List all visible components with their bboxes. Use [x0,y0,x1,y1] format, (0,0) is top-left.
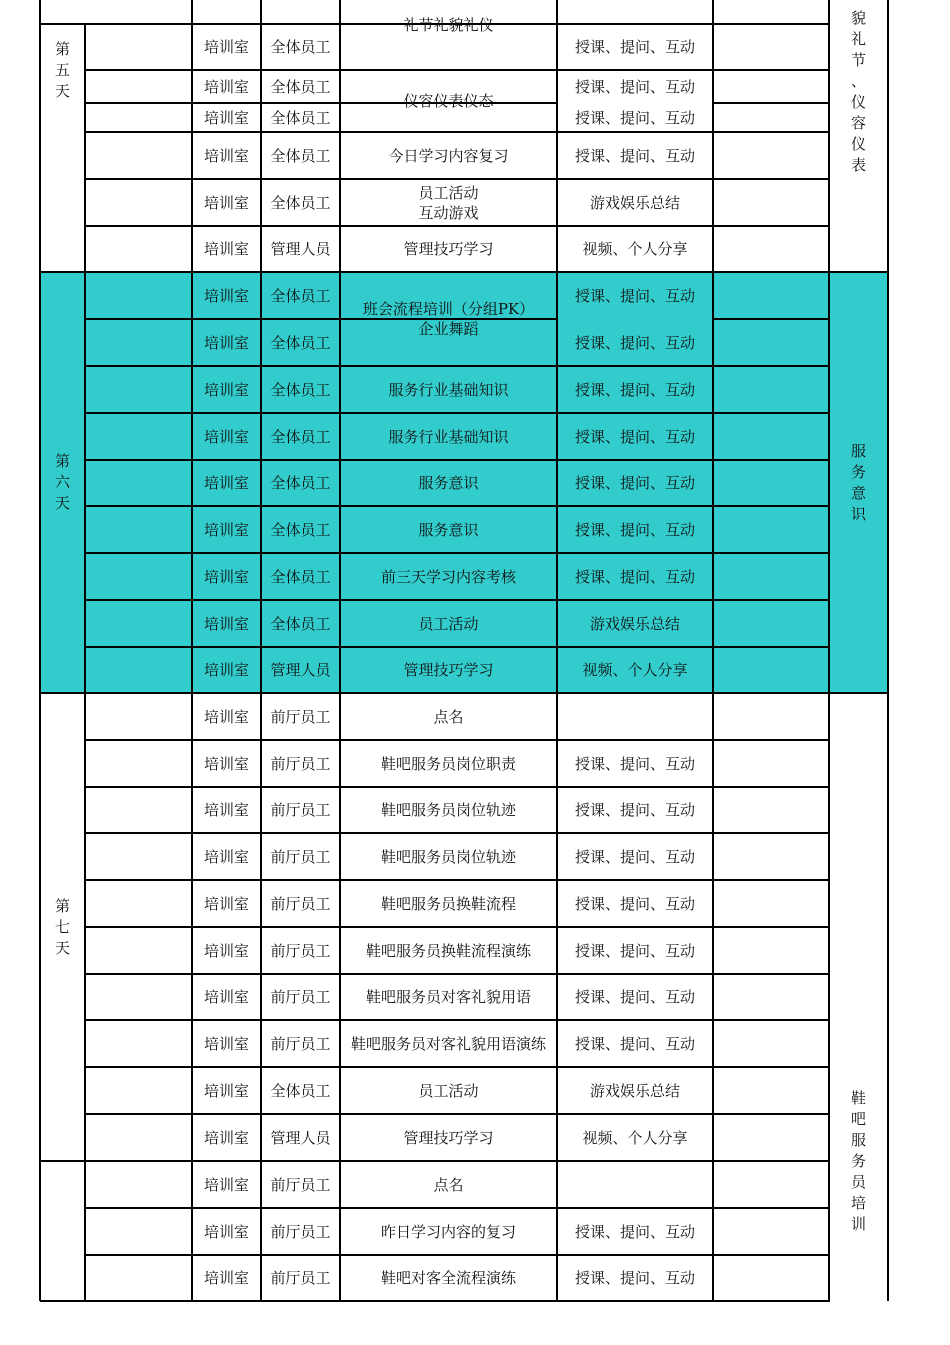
merged-content-cell [340,0,557,50]
method-cell [557,1161,713,1208]
method-cell [557,693,713,740]
method-cell: 视频、个人分享 [582,240,688,258]
grid-line-h [713,1066,830,1068]
theme-label: 貌 礼 节 、 仪 容 仪 表 [850,9,866,174]
audience-cell: 前厅员工 [270,1269,331,1287]
content-cell: 鞋吧服务员岗位轨迹 [380,847,516,866]
audience-cell: 全体员工 [270,333,331,352]
grid-line-v [84,24,86,1301]
audience-cell: 前厅员工 [270,1034,331,1053]
grid-line-h [713,692,830,694]
method-cell: 授课、提问、互动 [574,38,695,56]
merged-content-line: 企业舞蹈 [418,320,479,338]
location-cell: 培训室 [203,614,249,633]
location-cell: 培训室 [203,108,249,127]
audience-cell: 全体员工 [270,1081,331,1100]
grid-line-h [713,102,830,104]
content-cell: 服务意识 [418,474,479,492]
grid-line-v [887,0,889,1301]
content-cell [340,179,557,226]
content-line: 互动游戏 [418,203,479,222]
day-label: 第 六 天 [54,452,70,512]
audience-cell: 全体员工 [270,108,331,127]
grid-line-h [713,365,830,367]
merged-content-line: 仪容仪表仪态 [403,92,494,110]
grid-line-h [713,739,830,741]
method-cell: 授课、提问、互动 [574,108,695,127]
audience-cell: 全体员工 [270,427,331,446]
location-cell: 培训室 [203,1269,249,1287]
method-cell: 游戏娱乐总结 [589,193,680,212]
content-cell: 管理技巧学习 [403,661,494,679]
content-cell: 点名 [433,1175,464,1194]
location-cell: 培训室 [203,988,249,1006]
method-cell: 授课、提问、互动 [574,427,695,446]
content-cell: 管理技巧学习 [403,240,494,258]
grid-line-h [713,1113,830,1115]
grid-line-h [713,412,830,414]
location-cell: 培训室 [203,847,249,866]
audience-cell: 全体员工 [270,520,331,539]
grid-line-h [713,69,830,71]
content-cell: 员工活动 [418,1081,479,1100]
grid-line-h [713,1207,830,1209]
method-cell: 授课、提问、互动 [574,1269,695,1287]
location-cell: 培训室 [203,754,249,773]
audience-cell: 全体员工 [270,614,331,633]
location-cell: 培训室 [203,661,249,679]
location-cell: 培训室 [203,474,249,492]
content-cell: 鞋吧服务员对客礼貌用语 [365,988,531,1006]
location-cell: 培训室 [203,707,249,726]
method-cell: 授课、提问、互动 [574,988,695,1006]
grid-line-h [713,879,830,881]
day-label: 第 七 天 [54,896,70,957]
content-line: 员工活动 [418,183,479,202]
grid-line-v [712,0,714,24]
merged-content-line: 礼节礼貌礼仪 [403,16,494,34]
location-cell: 培训室 [203,941,249,960]
location-cell: 培训室 [203,380,249,399]
grid-line-v [828,24,830,1301]
grid-line-h [713,1300,830,1302]
location-cell: 培训室 [203,286,249,305]
grid-line-v [828,0,830,24]
method-cell: 授课、提问、互动 [574,333,695,352]
method-cell: 授课、提问、互动 [574,146,695,165]
content-cell: 前三天学习内容考核 [380,567,516,586]
audience-cell: 前厅员工 [270,847,331,866]
grid-line-h [713,1254,830,1256]
location-cell: 培训室 [203,240,249,258]
audience-cell: 前厅员工 [270,894,331,913]
audience-cell: 前厅员工 [270,707,331,726]
content-cell: 服务意识 [418,520,479,539]
grid-line-h [713,505,830,507]
content-cell: 今日学习内容复习 [388,146,509,165]
grid-line-h [713,225,830,227]
audience-cell: 前厅员工 [270,988,331,1006]
location-cell: 培训室 [203,333,249,352]
grid-line-h [829,692,889,694]
content-cell: 鞋吧服务员对客礼貌用语演练 [350,1034,546,1053]
grid-line-v [191,0,193,24]
grid-line-h [713,552,830,554]
audience-cell: 全体员工 [270,193,331,212]
method-cell: 授课、提问、互动 [574,77,695,96]
audience-cell: 管理人员 [270,240,331,258]
grid-line-h [40,692,86,694]
content-cell: 鞋吧对客全流程演练 [380,1269,516,1287]
audience-cell: 全体员工 [270,474,331,492]
method-cell: 游戏娱乐总结 [589,1081,680,1100]
merged-content-cell [340,272,557,366]
audience-cell: 前厅员工 [270,1175,331,1194]
location-cell: 培训室 [203,1034,249,1053]
grid-line-h [713,271,830,273]
audience-cell: 前厅员工 [270,1222,331,1241]
audience-cell: 全体员工 [270,146,331,165]
location-cell: 培训室 [203,146,249,165]
audience-cell: 全体员工 [270,77,331,96]
content-cell: 点名 [433,707,464,726]
audience-cell: 全体员工 [270,567,331,586]
location-cell: 培训室 [203,1081,249,1100]
method-cell: 授课、提问、互动 [574,1222,695,1241]
content-cell: 管理技巧学习 [403,1128,494,1147]
content-cell: 服务行业基础知识 [388,380,509,399]
grid-line-v [260,0,262,24]
method-cell: 视频、个人分享 [582,1128,688,1147]
grid-line-h [713,786,830,788]
audience-cell: 管理人员 [270,1128,331,1147]
grid-line-h [713,178,830,180]
location-cell: 培训室 [203,77,249,96]
location-cell: 培训室 [203,193,249,212]
audience-cell: 全体员工 [270,38,331,56]
location-cell: 培训室 [203,1222,249,1241]
audience-cell: 前厅员工 [270,941,331,960]
grid-line-h [40,23,86,25]
location-cell: 培训室 [203,38,249,56]
location-cell: 培训室 [203,520,249,539]
theme-label: 服 务 意 识 [850,441,866,523]
location-cell: 培训室 [203,567,249,586]
location-cell: 培训室 [203,427,249,446]
content-cell: 服务行业基础知识 [388,427,509,446]
audience-cell: 全体员工 [270,286,331,305]
content-cell: 鞋吧服务员换鞋流程演练 [365,941,531,960]
grid-line-h [40,1160,86,1162]
location-cell: 培训室 [203,894,249,913]
content-cell: 鞋吧服务员换鞋流程 [380,894,516,913]
grid-line-h [713,1160,830,1162]
grid-line-h [713,832,830,834]
method-cell: 授课、提问、互动 [574,286,695,305]
grid-line-h [713,318,830,320]
grid-line-h [40,1300,86,1302]
content-cell: 鞋吧服务员岗位职责 [380,754,516,773]
audience-cell: 全体员工 [270,380,331,399]
day-label: 第 五 天 [54,39,70,100]
method-cell: 授课、提问、互动 [574,474,695,492]
audience-cell: 前厅员工 [270,754,331,773]
method-cell: 授课、提问、互动 [574,801,695,819]
audience-cell: 前厅员工 [270,801,331,819]
content-cell: 员工活动 [418,614,479,633]
grid-line-h [713,459,830,461]
method-cell: 授课、提问、互动 [574,941,695,960]
method-cell: 授课、提问、互动 [574,520,695,539]
grid-line-h [713,599,830,601]
grid-line-h [40,271,86,273]
method-cell: 游戏娱乐总结 [589,614,680,633]
merged-content-cell [340,70,557,132]
audience-cell: 管理人员 [270,661,331,679]
method-cell: 授课、提问、互动 [574,1034,695,1053]
method-cell: 授课、提问、互动 [574,754,695,773]
grid-line-v [39,0,41,1301]
method-cell: 授课、提问、互动 [574,847,695,866]
theme-label: 鞋 吧 服 务 员 培 训 [850,1089,866,1233]
grid-line-h [713,1019,830,1021]
grid-line-h [713,646,830,648]
merged-content-line: 班会流程培训（分组PK） [362,300,535,318]
grid-line-h [713,973,830,975]
content-cell: 鞋吧服务员岗位轨迹 [380,801,516,819]
method-cell: 授课、提问、互动 [574,380,695,399]
method-cell: 授课、提问、互动 [574,894,695,913]
grid-line-h [713,131,830,133]
method-cell: 授课、提问、互动 [574,567,695,586]
grid-line-h [713,926,830,928]
method-cell: 视频、个人分享 [582,661,688,679]
location-cell: 培训室 [203,1175,249,1194]
location-cell: 培训室 [203,801,249,819]
grid-line-h [829,271,889,273]
content-cell: 昨日学习内容的复习 [380,1222,516,1241]
location-cell: 培训室 [203,1128,249,1147]
